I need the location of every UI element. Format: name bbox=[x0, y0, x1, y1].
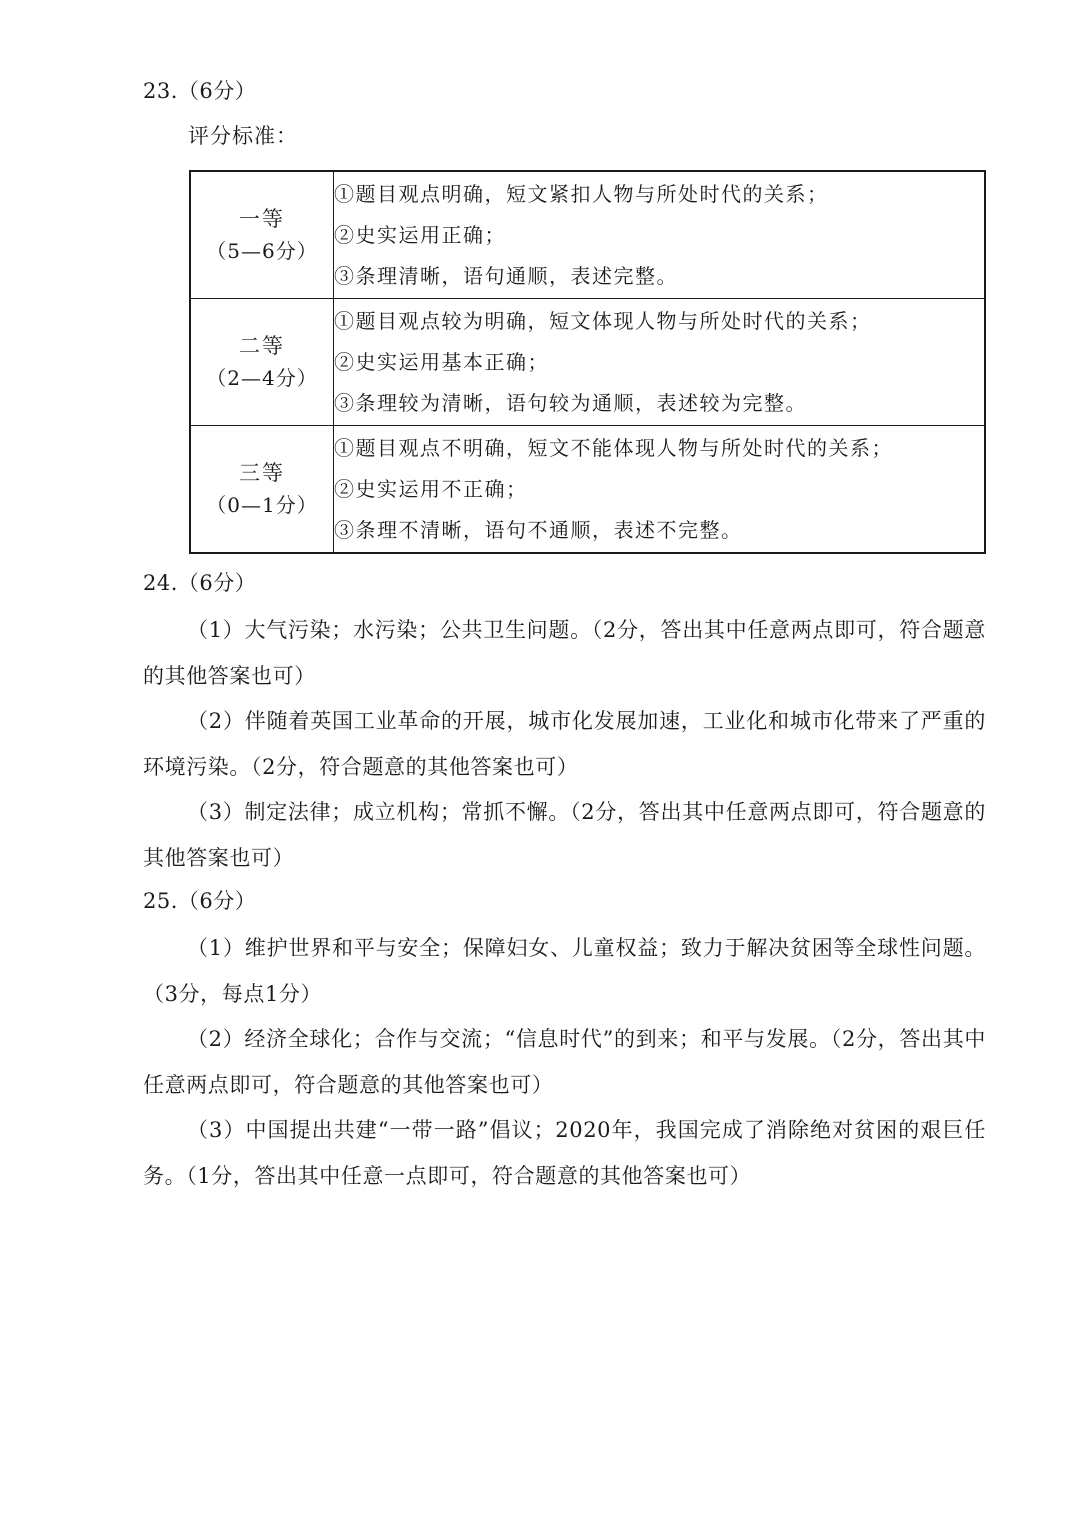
question-24-heading: 24.（6分） bbox=[143, 571, 257, 595]
criteria-cell bbox=[334, 426, 986, 554]
grade-range: （0—1分） bbox=[206, 493, 318, 517]
answer-paragraph: （1）大气污染；水污染；公共卫生问题。（2分，答出其中任意两点即可，符合题意的其他答案也可） bbox=[143, 618, 986, 688]
answer-paragraph: （1）维护世界和平与安全；保障妇女、儿童权益；致力于解决贫困等全球性问题。（3分，每点1分） bbox=[143, 936, 986, 1006]
grade-range: （2—4分） bbox=[206, 366, 318, 390]
grade-name: 二等 bbox=[239, 334, 285, 358]
criteria-line: ③条理不清晰，语句不通顺，表述不完整。 bbox=[334, 517, 743, 542]
answer-paragraph: （3）制定法律；成立机构；常抓不懈。（2分，答出其中任意两点即可，符合题意的其他答案也可） bbox=[143, 800, 986, 870]
criteria-line: ③条理清晰，语句通顺，表述完整。 bbox=[334, 263, 678, 288]
answer-paragraph: （2）经济全球化；合作与交流；“信息时代”的到来；和平与发展。（2分，答出其中任意两点即可，符合题意的其他答案也可） bbox=[143, 1027, 986, 1097]
grade-name: 一等 bbox=[239, 207, 285, 231]
grade-cell bbox=[190, 426, 334, 554]
criteria-line: ①题目观点较为明确，短文体现人物与所处时代的关系； bbox=[334, 308, 872, 333]
grade-range: （5—6分） bbox=[206, 239, 318, 263]
criteria-line: ②史实运用基本正确； bbox=[334, 349, 549, 374]
rubric-row bbox=[190, 299, 985, 426]
question-23-heading: 23.（6分） bbox=[143, 79, 257, 103]
question-25-heading: 25.（6分） bbox=[143, 889, 257, 913]
criteria-line: ①题目观点明确，短文紧扣人物与所处时代的关系； bbox=[334, 181, 829, 206]
scoring-criteria-label: 评分标准： bbox=[188, 124, 298, 148]
criteria-line: ①题目观点不明确，短文不能体现人物与所处时代的关系； bbox=[334, 435, 893, 460]
criteria-line: ③条理较为清晰，语句较为通顺，表述较为完整。 bbox=[334, 390, 807, 415]
scoring-rubric-table bbox=[189, 170, 986, 554]
grade-cell bbox=[190, 171, 334, 299]
answer-paragraph: （2）伴随着英国工业革命的开展，城市化发展加速，工业化和城市化带来了严重的环境污染。（2分，符合题意的其他答案也可） bbox=[143, 709, 986, 779]
criteria-line: ②史实运用不正确； bbox=[334, 476, 528, 501]
rubric-row bbox=[190, 426, 985, 554]
criteria-line: ②史实运用正确； bbox=[334, 222, 506, 247]
criteria-cell bbox=[334, 299, 986, 426]
grade-name: 三等 bbox=[239, 461, 285, 485]
answer-paragraph: （3）中国提出共建“一带一路”倡议；2020年，我国完成了消除绝对贫困的艰巨任务。（1分，答出其中任意一点即可，符合题意的其他答案也可） bbox=[143, 1118, 986, 1188]
rubric-row bbox=[190, 171, 985, 299]
grade-cell bbox=[190, 299, 334, 426]
criteria-cell bbox=[334, 171, 986, 299]
